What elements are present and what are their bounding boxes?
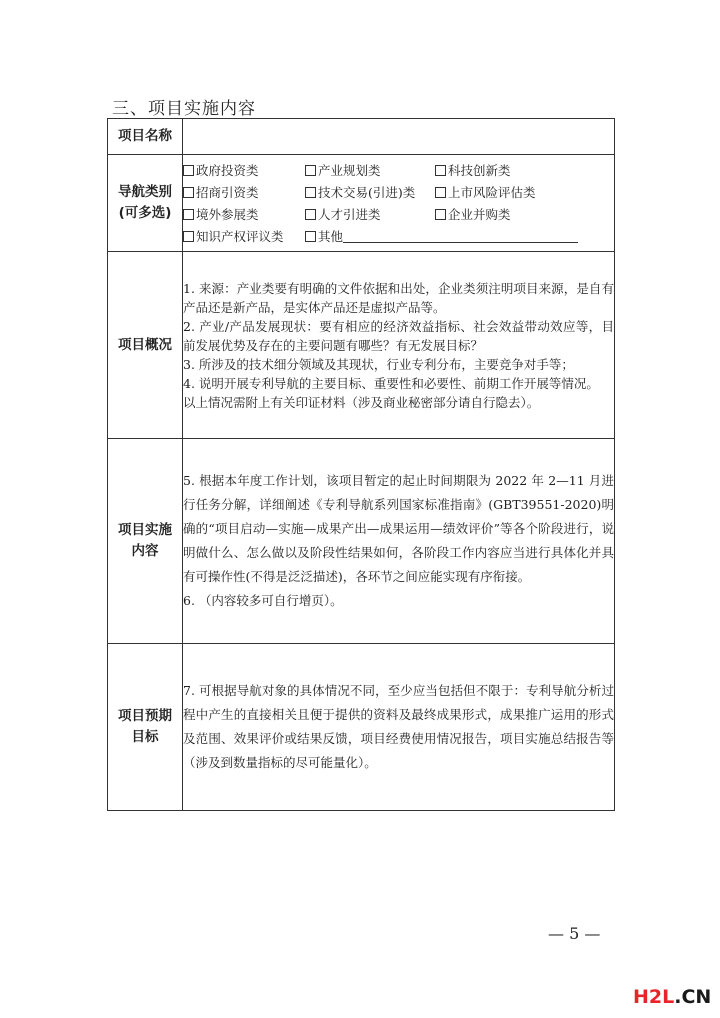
nav-option[interactable]: 产业规划类 bbox=[305, 161, 435, 180]
project-name-field[interactable] bbox=[183, 119, 615, 155]
nav-option[interactable]: 境外参展类 bbox=[183, 205, 305, 224]
overview-paragraph: 3. 所涉及的技术细分领域及其现状，行业专利分布，主要竞争对手等； bbox=[183, 356, 574, 372]
row-project-name bbox=[108, 119, 615, 155]
nav-option[interactable]: 人才引进类 bbox=[305, 205, 435, 224]
impl-paragraph: 5. 根据本年度工作计划，该项目暂定的起止时间期限为 2022 年 2—11 月进行任务分解，详细阐述《专利导航系列国家标准指南》(GBT39551-2020)明确的“项目启动—实施—成果产出—成果运用—绩效评价”等各个阶段进行，说明做什么、怎么做以及阶段性结果如何，各阶段工作内容应当进行具体化并具有可操作性(不得是泛泛描述)，各环节之间应能实现有序衔接。 bbox=[183, 473, 614, 584]
overview-content bbox=[183, 252, 615, 439]
overview-paragraph: 1. 来源：产业类要有明确的文件依据和出处，企业类须注明项目来源，是自有产品还是新产品，是实体产品还是虚拟产品等。 bbox=[183, 280, 614, 315]
page-number: — 5 — bbox=[548, 924, 601, 943]
nav-option-other[interactable]: 其他 bbox=[305, 227, 565, 246]
checkbox-icon[interactable] bbox=[183, 231, 194, 242]
implementation-content bbox=[183, 439, 615, 644]
goal-content bbox=[183, 644, 615, 811]
overview-paragraph: 2. 产业/产品发展现状：要有相应的经济效益指标、社会效益带动效应等，目前发展优势及存在的主要问题有哪些？有无发展目标？ bbox=[183, 318, 614, 353]
row-nav-category bbox=[108, 155, 615, 252]
checkbox-icon[interactable] bbox=[305, 187, 316, 198]
label-nav-line1: 导航类别 bbox=[118, 184, 172, 200]
label-nav-line2: (可多选) bbox=[118, 205, 172, 221]
row-overview bbox=[108, 252, 615, 439]
checkbox-icon[interactable] bbox=[435, 187, 446, 198]
label-nav-category bbox=[108, 155, 183, 252]
nav-option[interactable]: 知识产权评议类 bbox=[183, 227, 305, 246]
nav-option[interactable]: 科技创新类 bbox=[435, 161, 565, 180]
label-impl-line2: 内容 bbox=[131, 543, 159, 559]
label-project-name: 项目名称 bbox=[108, 119, 183, 155]
label-goal bbox=[108, 644, 183, 811]
label-impl-line1: 项目实施 bbox=[118, 522, 172, 538]
row-goal bbox=[108, 644, 615, 811]
goal-paragraph: 7. 可根据导航对象的具体情况不同，至少应当包括但不限于：专利导航分析过程中产生的直接相关且便于提供的资料及最终成果形式，成果推广运用的形式及范围、效果评价或结果反馈，项目经费使用情况报告，项目实施总结报告等（涉及到数量指标的尽可能量化）。 bbox=[183, 683, 614, 770]
checkbox-icon[interactable] bbox=[435, 209, 446, 220]
checkbox-icon[interactable] bbox=[183, 187, 194, 198]
checkbox-icon[interactable] bbox=[183, 165, 194, 176]
checkbox-icon[interactable] bbox=[183, 209, 194, 220]
label-overview: 项目概况 bbox=[108, 252, 183, 439]
section-title: 三、项目实施内容 bbox=[112, 99, 256, 119]
overview-paragraph: 4. 说明开展专利导航的主要目标、重要性和必要性、前期工作开展等情况。 bbox=[183, 375, 599, 391]
nav-option[interactable]: 企业并购类 bbox=[435, 205, 565, 224]
project-form-table bbox=[107, 118, 615, 811]
nav-options bbox=[183, 155, 615, 252]
checkbox-icon[interactable] bbox=[305, 231, 316, 242]
overview-paragraph: 以上情况需附上有关印证材料（涉及商业秘密部分请自行隐去）。 bbox=[183, 394, 540, 410]
checkbox-icon[interactable] bbox=[305, 209, 316, 220]
nav-option[interactable]: 技术交易(引进)类 bbox=[305, 183, 435, 202]
checkbox-icon[interactable] bbox=[435, 165, 446, 176]
watermark-logo: H2L.CN bbox=[633, 986, 712, 1008]
label-implementation bbox=[108, 439, 183, 644]
checkbox-icon[interactable] bbox=[305, 165, 316, 176]
label-goal-line2: 目标 bbox=[131, 729, 159, 745]
impl-paragraph: 6. （内容较多可自行增页）。 bbox=[183, 593, 343, 608]
label-goal-line1: 项目预期 bbox=[118, 708, 172, 724]
row-implementation bbox=[108, 439, 615, 644]
other-input-line[interactable] bbox=[343, 242, 578, 243]
nav-option[interactable]: 招商引资类 bbox=[183, 183, 305, 202]
nav-option[interactable]: 上市风险评估类 bbox=[435, 183, 565, 202]
nav-option[interactable]: 政府投资类 bbox=[183, 161, 305, 180]
